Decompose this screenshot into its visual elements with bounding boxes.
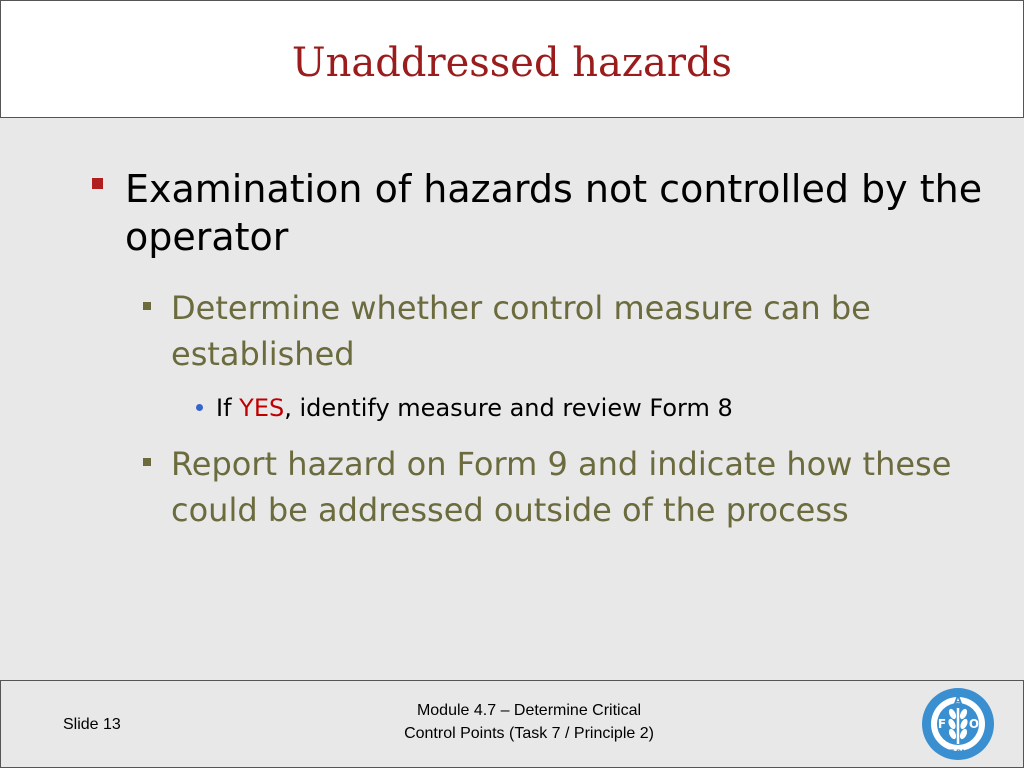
logo-letter-f: F [937, 717, 947, 731]
bullet-level1-text: Examination of hazards not controlled by the operator [125, 167, 983, 259]
dot-bullet-icon [196, 404, 203, 411]
logo-letter-o: O [968, 717, 980, 731]
logo-letter-a: A [953, 694, 963, 707]
square-bullet-icon [143, 458, 151, 466]
logo-motto: FIAT PANIS [938, 748, 978, 756]
square-bullet-icon [143, 302, 151, 310]
square-bullet-icon [92, 178, 103, 189]
bullet-level2-report: Report hazard on Form 9 and indicate how these could be addressed outside of the process [171, 445, 952, 529]
bullet-level3-if-yes [216, 390, 996, 426]
module-line-2: Control Points (Task 7 / Principle 2) [404, 725, 654, 742]
if-prefix: If [216, 394, 240, 422]
module-caption [340, 699, 718, 745]
fao-logo-icon [920, 686, 996, 762]
module-line-1: Module 4.7 – Determine Critical [416, 702, 642, 719]
slide-title: Unaddressed hazards [291, 40, 733, 86]
slide-number: Slide 13 [63, 716, 121, 733]
bullet-level2-determine: Determine whether control measure can be established [171, 289, 871, 373]
yes-highlight: YES [239, 394, 285, 422]
identify-text: , identify measure and review Form 8 [284, 394, 733, 422]
